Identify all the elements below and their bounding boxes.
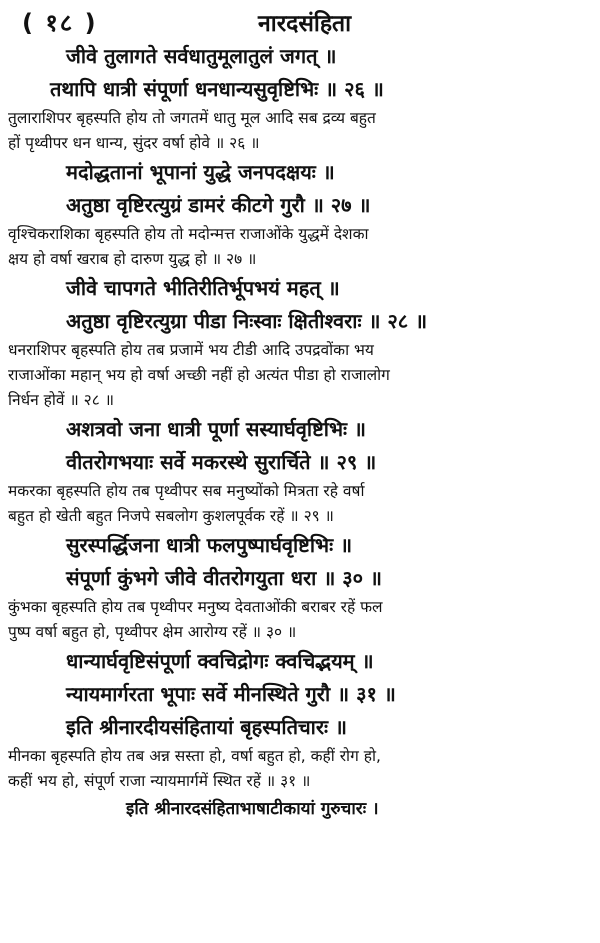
verse-block-30: [8, 529, 590, 645]
verse-block-29: [8, 413, 590, 529]
translation-line: बहुत हो खेती बहुत निजपे सबलोग कुशलपूर्वक रहें ॥ २९ ॥: [8, 507, 334, 525]
translation-line: हों पृथ्वीपर धन धान्य, सुंदर वर्षा होवे ॥ २६ ॥: [8, 134, 260, 152]
verse-line: अतुष्ठा वृष्टिरत्युग्रा पीडा निःस्वाः क्षितीश्वराः ॥ २८ ॥: [66, 309, 428, 333]
translation-line: मकरका बृहस्पति होय तब पृथ्वीपर सब मनुष्योंको मित्रता रहे वर्षा: [8, 482, 365, 500]
translation-line: कुंभका बृहस्पति होय तब पृथ्वीपर मनुष्य देवताओंकी बराबर रहें फल: [8, 598, 383, 616]
verse-block-27: [8, 156, 590, 272]
verse-line: सुरस्पर्द्धिजना धात्री फलपुष्पार्घवृष्टिभिः ॥: [66, 533, 353, 557]
colophon-line: इति श्रीनारदीयसंहितायां बृहस्पतिचारः ॥: [66, 715, 348, 739]
translation-line: मीनका बृहस्पति होय तब अन्न सस्ता हो, वर्षा बहुत हो, कहीं रोग हो,: [8, 747, 381, 765]
translation-line: पुष्प वर्षा बहुत हो, पृथ्वीपर क्षेम आरोग्य रहें ॥ ३० ॥: [8, 623, 297, 641]
page-number: ( १८ ): [22, 9, 98, 37]
translation-line: निर्धन होवें ॥ २८ ॥: [8, 391, 115, 409]
translation-line: राजाओंका महान् भय हो वर्षा अच्छी नहीं हो अत्यंत पीडा हो राजालोग: [8, 366, 390, 384]
verse-line: जीवे तुलागते सर्वधातुमूलातुलं जगत् ॥: [66, 44, 337, 68]
translation-line: तुलाराशिपर बृहस्पति होय तो जगतमें धातु मूल आदि सब द्रव्य बहुत: [8, 109, 376, 127]
verse-line: संपूर्णा कुंभगे जीवे वीतरोगयुता धरा ॥ ३० ॥: [66, 566, 382, 590]
verse-line: जीवे चापगते भीतिरीतिर्भूपभयं महत् ॥: [66, 276, 340, 300]
page-header: [8, 4, 590, 40]
verse-line: अतुष्ठा वृष्टिरत्युग्रं डामरं कीटगे गुरौ ॥ २७ ॥: [66, 193, 371, 217]
verse-line: मदोद्धतानां भूपानां युद्धे जनपदक्षयः ॥: [66, 160, 335, 184]
chapter-closing: इति श्रीनारदसंहिताभाषाटीकायां गुरुचारः ।: [126, 799, 379, 819]
verse-line: अशत्रवो जना धात्री पूर्णा सस्यार्घवृष्टिभिः ॥: [66, 417, 366, 441]
verse-line: न्यायमार्गरता भूपाः सर्वे मीनस्थिते गुरौ ॥ ३१ ॥: [66, 682, 396, 706]
translation-line: धनराशिपर बृहस्पति होय तब प्रजामें भय टीडी आदि उपद्रवोंका भय: [8, 341, 374, 359]
verse-block-28: [8, 272, 590, 413]
running-title: नारदसंहिता: [258, 11, 352, 37]
translation-line: वृश्चिकराशिका बृहस्पति होय तो मदोन्मत्त राजाओंके युद्धमें देशका: [8, 225, 369, 243]
verse-line: तथापि धात्री संपूर्णा धनधान्यसुवृष्टिभिः ॥ २६ ॥: [50, 77, 384, 101]
verse-block-26: [8, 40, 590, 156]
verse-block-31: [8, 645, 590, 794]
verse-line: धान्यार्घवृष्टिसंपूर्णा क्वचिद्रोगः क्वचिद्भयम् ॥: [66, 649, 374, 673]
translation-line: क्षय हो वर्षा खराब हो दारुण युद्ध हो ॥ २७ ॥: [8, 250, 257, 268]
verse-line: वीतरोगभयाः सर्वे मकरस्थे सुरार्चिते ॥ २९ ॥: [66, 450, 377, 474]
translation-line: कहीं भय हो, संपूर्ण राजा न्यायमार्गमें स्थित रहें ॥ ३१ ॥: [8, 772, 311, 790]
